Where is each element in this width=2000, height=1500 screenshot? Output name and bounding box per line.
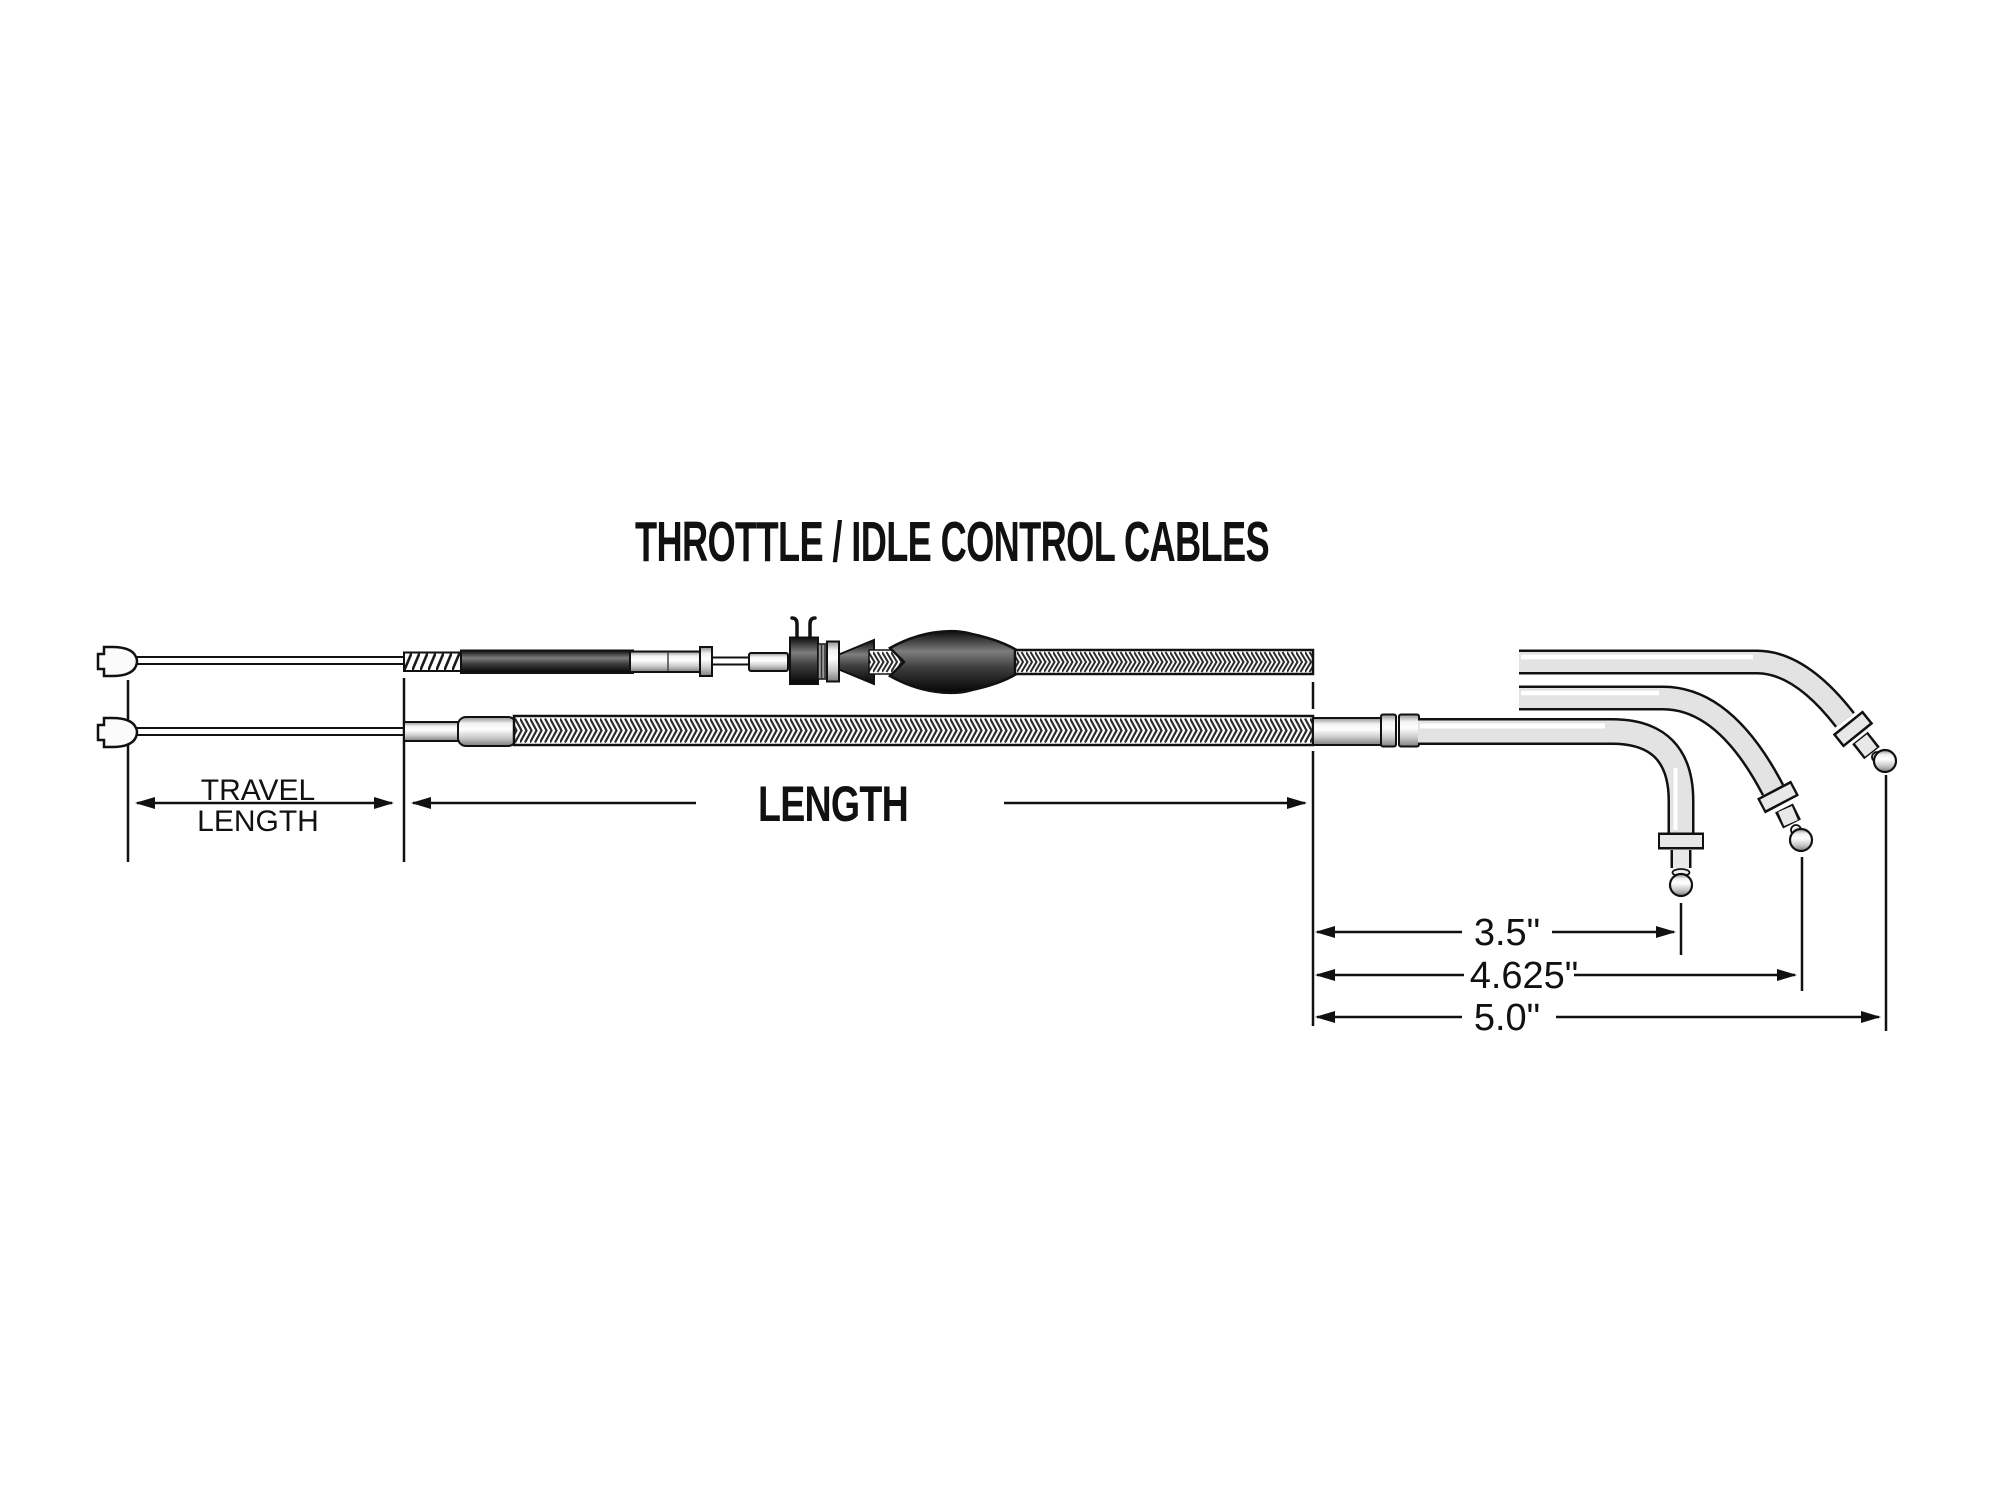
cable-end-ball bbox=[1790, 829, 1812, 851]
diagram-title: THROTTLE / IDLE CONTROL CABLES bbox=[635, 510, 1269, 574]
housing-tube-light bbox=[630, 652, 711, 673]
ferrule-bottom-right bbox=[1313, 718, 1382, 745]
adjuster-sleeve bbox=[749, 653, 788, 671]
inner-wire-top bbox=[136, 657, 404, 664]
dim-4-625-label: 4.625" bbox=[1469, 955, 1579, 997]
housing-tube-dark bbox=[461, 651, 633, 674]
ferrule-bottom-left bbox=[458, 717, 516, 746]
travel-length-label-line2: LENGTH bbox=[197, 805, 319, 838]
elbow-tube-90deg bbox=[1418, 726, 1704, 896]
rubber-boot bbox=[890, 631, 1021, 693]
cable-end-ball bbox=[1874, 750, 1896, 772]
cable-end-fitting-top-left bbox=[98, 647, 137, 676]
dim-3-5-label: 3.5" bbox=[1473, 912, 1541, 954]
inner-wire-bottom bbox=[136, 728, 404, 735]
travel-length-label-line1: TRAVEL bbox=[200, 774, 316, 807]
end-tube-bottom bbox=[404, 722, 461, 741]
length-label: LENGTH bbox=[758, 776, 908, 832]
adjuster-washer-ring bbox=[827, 642, 839, 682]
braided-housing-top bbox=[1015, 650, 1313, 674]
cable-end-ball bbox=[1670, 874, 1692, 896]
adjuster-rod-thin bbox=[712, 658, 752, 665]
threaded-adjuster-rod bbox=[404, 653, 461, 672]
dim-5-0-label: 5.0" bbox=[1473, 997, 1541, 1039]
cable-end-fitting-bottom-left bbox=[98, 718, 137, 747]
ferrule-flange-top bbox=[700, 647, 712, 676]
ring-small bbox=[1381, 715, 1396, 747]
dimension-arrows bbox=[137, 803, 1879, 1017]
adjuster-locknut-disc bbox=[790, 638, 818, 685]
retainer-clip-prongs bbox=[792, 618, 815, 639]
throttle-cable bbox=[98, 618, 1313, 693]
braided-housing-bottom bbox=[514, 716, 1313, 745]
ring-large bbox=[1399, 715, 1419, 747]
